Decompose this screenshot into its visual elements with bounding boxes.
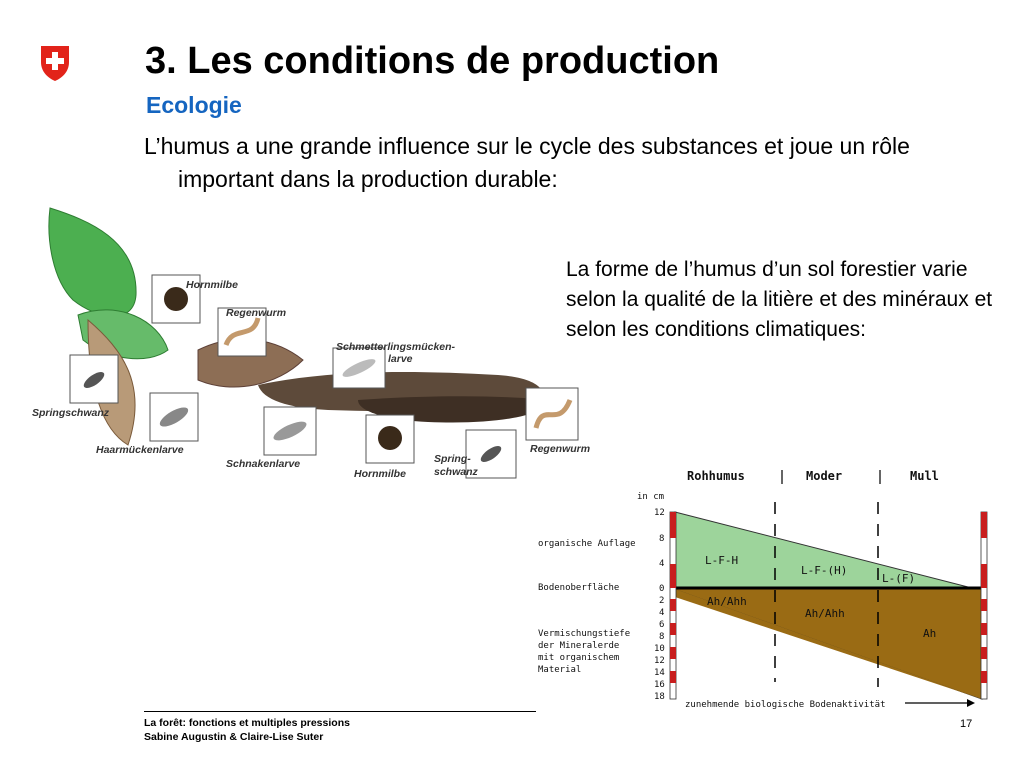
region-ahahh-2: Ah/Ahh xyxy=(805,607,845,620)
intro-line-2: joue un rôle important dans la production durable: xyxy=(178,133,910,192)
region-lf: L-(F) xyxy=(882,572,916,585)
column-rohhumus: Rohhumus xyxy=(687,469,745,483)
unit-label: in cm xyxy=(637,492,665,502)
organism-box-schmetterling xyxy=(333,348,385,388)
tick-0: 0 xyxy=(659,584,665,594)
description-paragraph: La forme de l’humus d’un sol forestier varie selon la qualité de la litière et des minéraux et selon les conditions climatiques: xyxy=(566,258,993,341)
footer-divider xyxy=(144,711,536,712)
tick-8: 8 xyxy=(659,534,665,544)
column-mull: Mull xyxy=(910,469,939,483)
tick-12b: 12 xyxy=(654,656,665,666)
region-lfh: L-F-H xyxy=(705,554,739,567)
organism-box-regenwurm-2 xyxy=(526,388,578,440)
region-lfh2: L-F-(H) xyxy=(801,564,848,577)
page-number: 17 xyxy=(960,718,973,730)
tick-14: 14 xyxy=(654,668,665,678)
tick-16: 16 xyxy=(654,680,665,690)
tick-10: 10 xyxy=(654,644,665,654)
label-vermischung-1: Vermischungstiefe xyxy=(538,629,631,639)
humus-forms-diagram xyxy=(535,462,1015,712)
label-haarmuecken: Haarmückenlarve xyxy=(96,444,184,456)
label-springschwanz-2a: Spring- xyxy=(434,453,471,465)
label-hornmilbe: Hornmilbe xyxy=(186,279,238,291)
activity-arrow-label: zunehmende biologische Bodenaktivität xyxy=(685,700,886,710)
footer-line-2: Sabine Augustin & Claire-Lise Suter xyxy=(144,731,324,743)
tick-4: 4 xyxy=(659,559,665,569)
label-springschwanz: Springschwanz xyxy=(32,407,110,419)
tick-2: 2 xyxy=(659,596,665,606)
intro-paragraph xyxy=(144,130,944,196)
right-scale-bar xyxy=(981,512,987,699)
organism-box-hornmilbe-2 xyxy=(366,415,414,463)
label-schnaken: Schnakenlarve xyxy=(226,458,301,470)
page-subtitle: Ecologie xyxy=(146,92,242,118)
organism-box-springschwanz xyxy=(70,355,118,403)
region-ah: Ah xyxy=(923,627,937,640)
label-vermischung-3: mit organischem xyxy=(538,653,620,663)
organism-box-haarmuecken xyxy=(150,393,198,441)
label-vermischung-2: der Mineralerde xyxy=(538,641,620,651)
region-ahahh-1: Ah/Ahh xyxy=(707,595,747,608)
swiss-cross-logo xyxy=(38,44,72,82)
label-organische-auflage: organische Auflage xyxy=(538,539,636,549)
intro-line-1: L’humus a une grande influence sur le cycle des substances et joue un rôle important dans la production durable: xyxy=(144,133,910,192)
organism-box-schnaken xyxy=(264,407,316,455)
label-schmetterling-1: Schmetterlingsmücken- xyxy=(336,341,456,353)
label-bodenoberflaeche: Bodenoberfläche xyxy=(538,583,620,593)
tick-4b: 4 xyxy=(659,608,665,618)
green-leaf-image xyxy=(49,208,136,316)
tick-18: 18 xyxy=(654,692,665,702)
arrow-right-icon xyxy=(967,699,975,707)
label-vermischung-4: Material xyxy=(538,665,582,675)
label-hornmilbe-2: Hornmilbe xyxy=(354,468,406,480)
tick-6: 6 xyxy=(659,620,665,630)
label-schmetterling-2: larve xyxy=(388,353,413,365)
label-regenwurm: Regenwurm xyxy=(226,307,287,319)
label-regenwurm-2: Regenwurm xyxy=(530,443,591,455)
label-springschwanz-2b: schwanz xyxy=(434,466,478,478)
tick-12: 12 xyxy=(654,508,665,518)
litter-decomposition-illustration xyxy=(28,200,628,500)
left-scale-bar xyxy=(670,512,676,699)
column-moder: Moder xyxy=(806,469,843,483)
tick-8b: 8 xyxy=(659,632,665,642)
footer-line-1: La forêt: fonctions et multiples pressions xyxy=(144,717,350,729)
page-title: 3. Les conditions de production xyxy=(145,40,720,82)
